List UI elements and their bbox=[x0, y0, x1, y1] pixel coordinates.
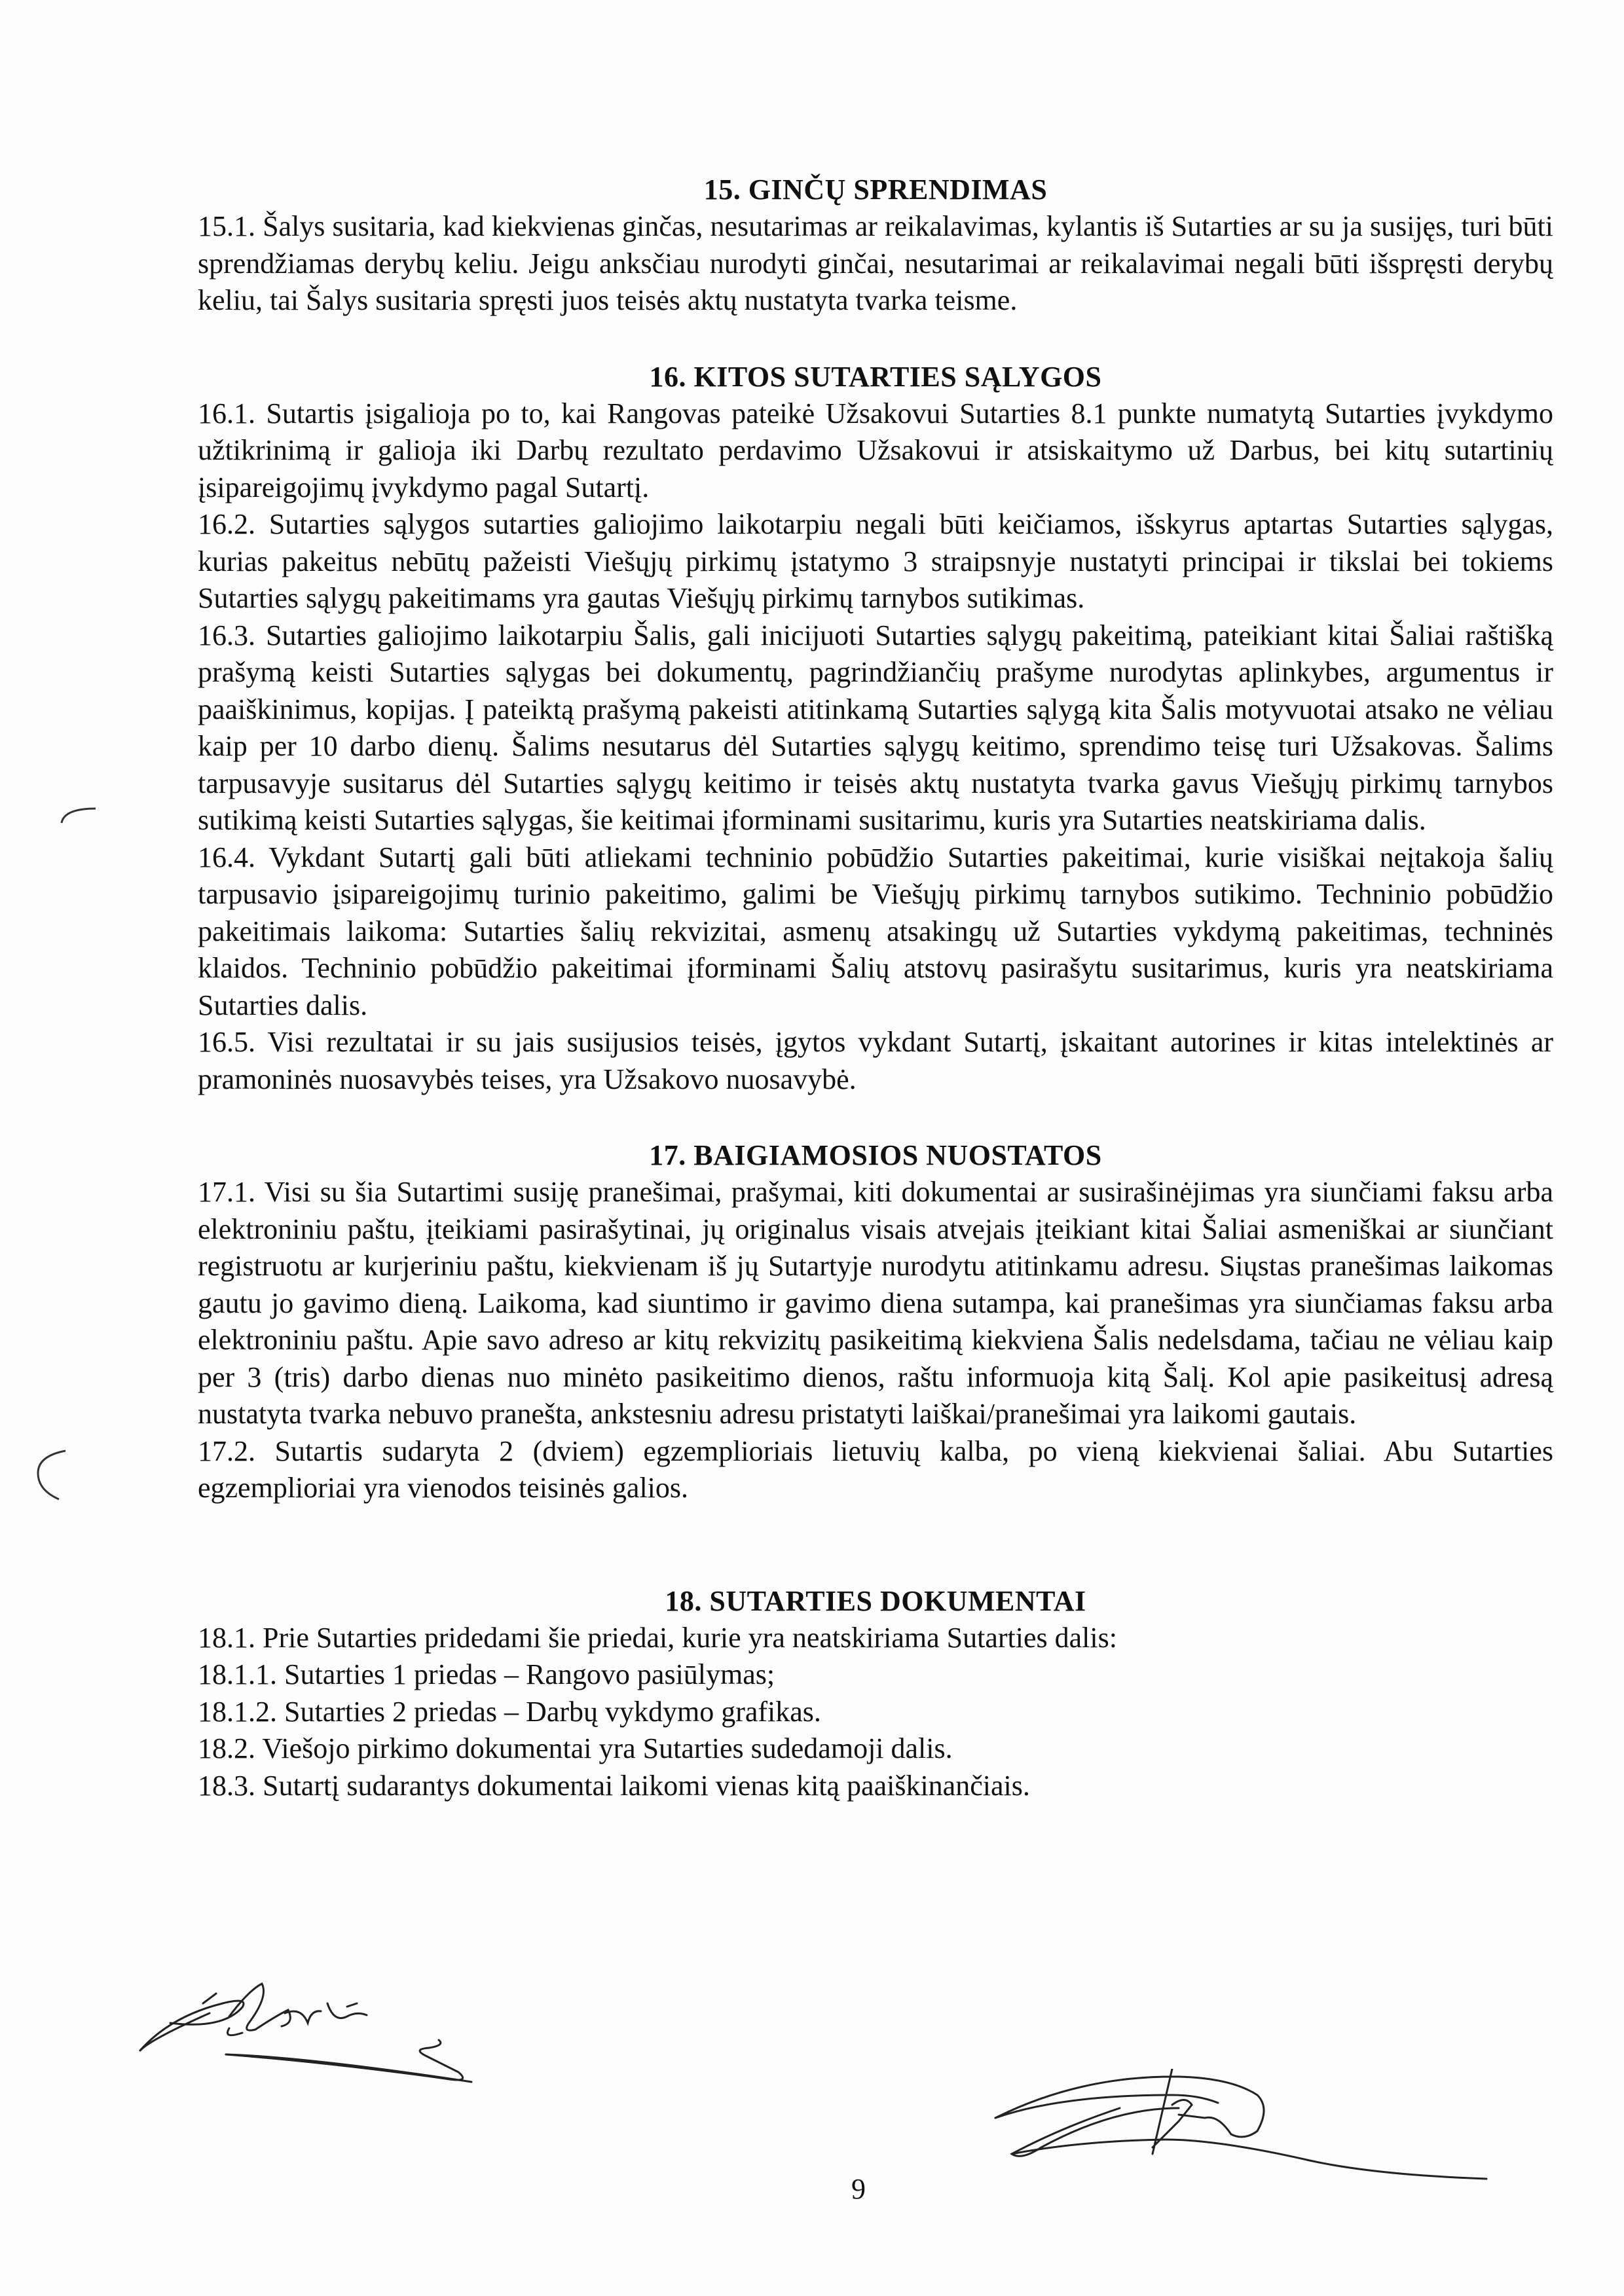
section-title: 17. BAIGIAMOSIOS NUOSTATOS bbox=[649, 1139, 1102, 1171]
punch-hole-icon bbox=[58, 802, 103, 828]
document-body bbox=[198, 172, 1553, 1804]
section-18 bbox=[198, 1583, 1553, 1805]
section-17 bbox=[198, 1137, 1553, 1507]
clause-17-2: 17.2. Sutartis sudaryta 2 (dviem) egzemplioriais lietuvių kalba, po vieną kiekvienai šaliai. Abu Sutarties egzemplioriai yra vienodos teisinės galios. bbox=[198, 1434, 1553, 1504]
punch-hole-icon bbox=[33, 1447, 79, 1506]
clause-16-1: 16.1. Sutartis įsigalioja po to, kai Rangovas pateikė Užsakovui Sutarties 8.1 punkte numatytą Sutarties įvykdymo užtikrinimą ir galioja iki Darbų rezultato perdavimo Užsakovui ir atsiskaitymo už Darbus, bei kitų sutartinių įsipareigojimų įvykdymo pagal Sutartį. bbox=[198, 397, 1553, 503]
clause-18-3: 18.3. Sutartį sudarantys dokumentai laikomi vienas kitą paaiškinančiais. bbox=[198, 1769, 1030, 1802]
section-title: 18. SUTARTIES DOKUMENTAI bbox=[665, 1584, 1086, 1617]
section-16 bbox=[198, 359, 1553, 1099]
clause-16-2: 16.2. Sutarties sąlygos sutarties galiojimo laikotarpiu negali būti keičiamos, išskyrus aptartas Sutarties sąlygas, kurias pakeitus nebūtų pažeisti Viešųjų pirkimų įstatymo 3 straipsnyje nustatyti principai ir tikslai bei tokiems Sutarties sąlygų pakeitimams yra gautas Viešųjų pirkimų tarnybos sutikimas. bbox=[198, 508, 1553, 614]
clause-18-1: 18.1. Prie Sutarties pridedami šie priedai, kurie yra neatskiriama Sutarties dalis: bbox=[198, 1621, 1117, 1654]
clause-18-2: 18.2. Viešojo pirkimo dokumentai yra Sutarties sudedamoji dalis. bbox=[198, 1732, 953, 1764]
section-title: 16. KITOS SUTARTIES SĄLYGOS bbox=[649, 360, 1102, 393]
section-15 bbox=[198, 172, 1553, 319]
clause-18-1-2: 18.1.2. Sutarties 2 priedas – Darbų vykdymo grafikas. bbox=[198, 1695, 821, 1728]
clause-16-4: 16.4. Vykdant Sutartį gali būti atliekami techninio pobūdžio Sutarties pakeitimai, kurie visiškai neįtakoja šalių tarpusavio įsipareigojimų turinio pakeitimo, galimi be Viešųjų pirkimų tarnybos sutikimo. Techninio pobūdžio pakeitimais laikoma: Sutarties šalių rekvizitai, asmenų atsakingų už Sutarties vykdymą pakeitimas, techninės klaidos. Techninio pobūdžio pakeitimai įforminami Šalių atstovų pasirašytu susitarimus, kuris yra neatskiriama Sutarties dalis. bbox=[198, 841, 1553, 1021]
section-title: 15. GINČŲ SPRENDIMAS bbox=[703, 173, 1048, 206]
clause-18-1-1: 18.1.1. Sutarties 1 priedas – Rangovo pasiūlymas; bbox=[198, 1658, 775, 1690]
signature-left-icon bbox=[131, 1977, 668, 2095]
page-number: 9 bbox=[851, 2173, 866, 2205]
clause-16-3: 16.3. Sutarties galiojimo laikotarpiu Šalis, gali inicijuoti Sutarties sąlygų pakeitimą, pateikiant kitai Šaliai raštišką prašymą keisti Sutarties sąlygas bei dokumentų, pagrindžiančių prašyme nurodytas aplinkybes, argumentus ir paaiškinimus, kopijas. Į pateiktą prašymą pakeisti atitinkamą Sutarties sąlygą kita Šalis motyvuotai atsako ne vėliau kaip per 10 darbo dienų. Šalims nesutarus dėl Sutarties sąlygų keitimo, sprendimo teisę turi Užsakovas. Šalims tarpusavyje susitarus dėl Sutarties sąlygų keitimo ir teisės aktų nustatyta tvarka gavus Viešųjų pirkimų tarnybos sutikimą keisti Sutarties sąlygas, šie keitimai įforminami susitarimu, kuris yra Sutarties neatskiriama dalis. bbox=[198, 619, 1553, 836]
signature-right-icon bbox=[982, 2069, 1493, 2180]
clause-15-1: 15.1. Šalys susitaria, kad kiekvienas ginčas, nesutarimas ar reikalavimas, kylantis iš Sutarties ar su ja susijęs, turi būti sprendžiamas derybų keliu. Jeigu anksčiau nurodyti ginčai, nesutarimai ar reikalavimai negali būti išspręsti derybų keliu, tai Šalys susitaria spręsti juos teisės aktų nustatyta tvarka teisme. bbox=[198, 210, 1553, 316]
clause-17-1: 17.1. Visi su šia Sutartimi susiję pranešimai, prašymai, kiti dokumentai ar susirašinėjimas yra siunčiami faksu arba elektroniniu paštu, įteikiami pasirašytinai, jų originalus visais atvejais įteikiant kitai Šaliai asmeniškai ar siunčiant registruotu ar kurjeriniu paštu, kiekvienam iš jų Sutartyje nurodytu atitinkamu adresu. Siųstas pranešimas laikomas gautu jo gavimo dieną. Laikoma, kad siuntimo ir gavimo diena sutampa, kai pranešimas yra siunčiamas faksu arba elektroniniu paštu. Apie savo adreso ar kitų rekvizitų pasikeitimą kiekviena Šalis nedelsdama, tačiau ne vėliau kaip per 3 (tris) darbo dienas nuo minėto pasikeitimo dienos, raštu informuoja kitą Šalį. Kol apie pasikeitusį adresą nustatyta tvarka nebuvo pranešta, ankstesniu adresu pristatyti laiškai/pranešimai yra laikomi gautais. bbox=[198, 1176, 1553, 1430]
clause-16-5: 16.5. Visi rezultatai ir su jais susijusios teisės, įgytos vykdant Sutartį, įskaitant autorines ir kitas intelektinės ar pramoninės nuosavybės teises, yra Užsakovo nuosavybė. bbox=[198, 1026, 1553, 1095]
